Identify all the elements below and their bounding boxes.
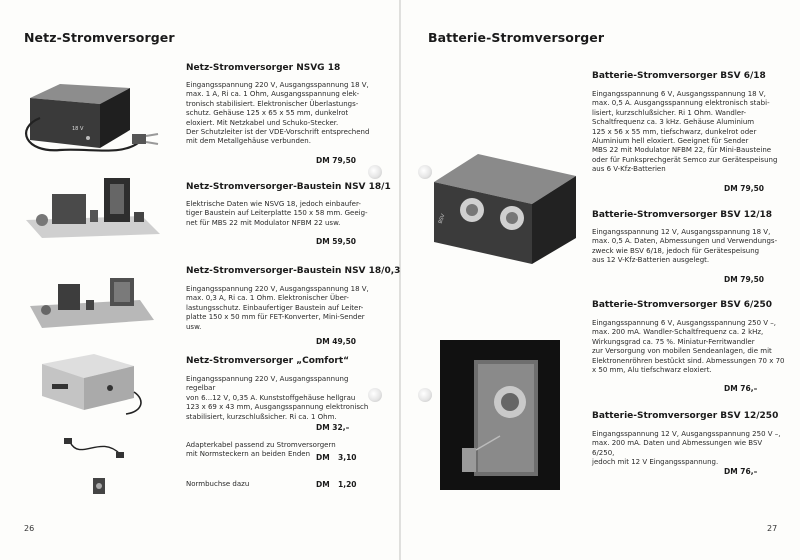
device-label: 18 V — [72, 126, 84, 132]
product-price-bsv12250: DM 76,– — [724, 467, 758, 476]
svg-text:BSV: BSV — [437, 213, 447, 225]
product-title-nsv18-1: Netz-Stromversorger-Baustein NSV 18/1 — [186, 182, 391, 192]
accessory-price-cable: 3,10 — [338, 453, 357, 462]
product-desc-nsvg18: Eingangsspannung 220 V, Ausgangsspannung 18 V, max. 1 A, Ri ca. 1 Ohm, Ausgangsspannung elek- tronisch stabilisiert. Elektronischer Überlastungs- schutz. Gehäuse 125 x 65 x 55 mm, dunkelrot eloxiert. Mit Netzkabel und Schuko-Stecker. Der Schutzleiter ist der VDE-Vorschrift entsprechend mit dem Metallgehäuse verbunden. — [186, 81, 370, 146]
product-price-nsv18-1: DM 59,50 — [316, 237, 357, 246]
product-desc-nsv18-1: Elektrische Daten wie NSVG 18, jedoch einbaufer- tiger Baustein auf Leiterplatte 150 x 58 mm. Geeig- net für MBS 22 mit Modulator NFBM 22 usw. — [186, 200, 368, 227]
product-desc-nsv18-03: Eingangsspannung 220 V, Ausgangsspannung 18 V, max. 0,3 A, Ri ca. 1 Ohm. Elektronischer Über- lastungsschutz. Einbaufertiger Baustein auf Leiter- platte 150 x 50 mm für FET-Konverter, Mini-Sender usw. — [186, 285, 369, 331]
product-title-bsv618: Batterie-Stromversorger BSV 6/18 — [592, 71, 766, 81]
product-desc-bsv6250: Eingangsspannung 6 V, Ausgangsspannung 250 V –, max. 200 mA. Wandler-Schaltfrequenz ca. 2 kHz, Wirkungsgrad ca. 75 %. Miniatur-Ferritwandler zur Versorgung von mobilen Sendeanlagen, die mit Elektronenröhren bestückt sind. Abmessungen 70 x 70 x 50 mm, Alu tiefschwarz eloxiert. — [592, 319, 785, 375]
product-title-nsvg18: Netz-Stromversorger NSVG 18 — [186, 63, 341, 73]
product-price-bsv6250: DM 76,– — [724, 384, 758, 393]
product-desc-bsv618: Eingangsspannung 6 V, Ausgangsspannung 18 V, max. 0,5 A. Ausgangsspannung elektronisch stabi- lisiert, kurzschlußsicher. Ri 1 Ohm. Wandler- Schaltfrequenz ca. 3 kHz. Gehäuse Aluminium 125 x 56 x 55 mm, tiefschwarz, dunkelrot oder Aluminium hell eloxiert. Geeignet für Sender MBS 22 mit Modulator NFBM 22, für Mini-Bausteine oder für Funksprechgerät Semco zur Gerätespeisung aus 6 V-Kfz-Batterien — [592, 90, 778, 174]
product-price-bsv1218: DM 79,50 — [724, 275, 765, 284]
nsv18-1-photo — [22, 176, 162, 240]
bsv618-photo — [420, 146, 582, 272]
right-section-title: Batterie-Stromversorger — [428, 30, 605, 45]
normbuchse-photo — [90, 476, 110, 498]
product-price-comfort: DM 32,– — [316, 423, 350, 432]
accessory-currency-buchse: DM — [316, 480, 330, 489]
product-price-nsvg18: DM 79,50 — [316, 156, 357, 165]
product-price-bsv618: DM 79,50 — [724, 184, 765, 193]
binder-hole — [418, 388, 432, 402]
bsv6250-photo — [440, 340, 560, 490]
accessory-label-buchse: Normbuchse dazu — [186, 480, 250, 488]
left-page-number: 26 — [24, 524, 35, 533]
page-spine — [399, 0, 401, 560]
accessory-price-buchse: 1,20 — [338, 480, 357, 489]
product-desc-bsv1218: Eingangsspannung 12 V, Ausgangsspannung 18 V, max. 0,5 A. Daten, Abmessungen und Verwendungs- zweck wie BSV 6/18, jedoch für Gerätespeisung aus 12 V-Kfz-Batterien ausgelegt. — [592, 228, 778, 265]
product-price-nsv18-03: DM 49,50 — [316, 337, 357, 346]
product-title-bsv12250: Batterie-Stromversorger BSV 12/250 — [592, 411, 779, 421]
product-desc-comfort: Eingangsspannung 220 V, Ausgangsspannung regelbar von 6...12 V, 0,35 A. Kunststoffgehäuse hellgrau 123 x 69 x 43 mm, Ausgangsspannung elektronisch stabilisiert, kurzschlußsicher. Ri ca. 1 Ohm. — [186, 375, 369, 421]
left-section-title: Netz-Stromversorger — [24, 30, 175, 45]
product-title-bsv6250: Batterie-Stromversorger BSV 6/250 — [592, 300, 773, 310]
binder-hole — [368, 388, 382, 402]
binder-hole — [418, 165, 432, 179]
accessory-currency-cable: DM — [316, 453, 330, 462]
product-title-nsv18-03: Netz-Stromversorger-Baustein NSV 18/0,3 — [186, 266, 401, 276]
product-title-comfort: Netz-Stromversorger „Comfort“ — [186, 356, 350, 366]
accessory-label-cable: Adapterkabel passend zu Stromversorgern mit Normsteckern an beiden Enden — [186, 441, 336, 459]
nsvg18-photo — [20, 58, 170, 158]
nsv18-03-photo — [24, 270, 158, 332]
product-title-bsv1218: Batterie-Stromversorger BSV 12/18 — [592, 210, 773, 220]
right-page-number: 27 — [767, 524, 778, 533]
adapter-cable-photo — [60, 432, 130, 464]
product-desc-bsv12250: Eingangsspannung 12 V, Ausgangsspannung 250 V –, max. 200 mA. Daten und Abmessungen wie BSV 6/250, jedoch mit 12 V Eingangsspannung. — [592, 430, 781, 467]
comfort-photo — [30, 352, 150, 420]
binder-hole — [368, 165, 382, 179]
